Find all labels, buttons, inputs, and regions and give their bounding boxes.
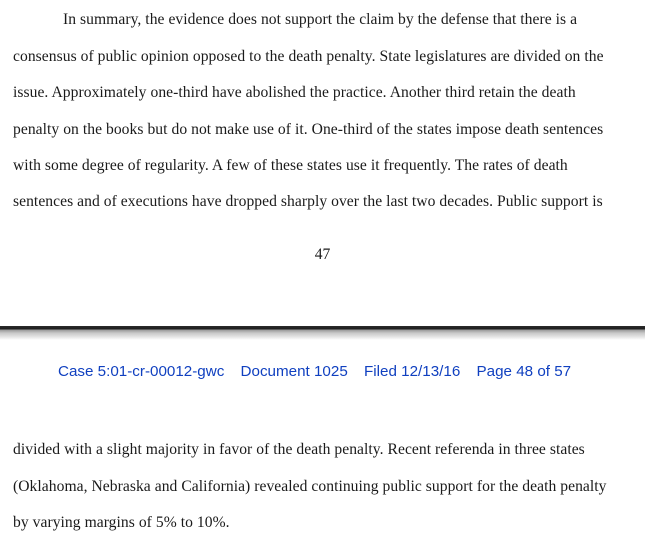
case-header [58,363,571,380]
paragraph-line: by varying margins of 5% to 10%. [13,514,230,531]
paragraph-line: with some degree of regularity. A few of these states use it frequently. The rates of death [13,157,568,174]
page-number: 47 [314,246,331,263]
page-break-divider [0,326,645,340]
paragraph-line: penalty on the books but do not make use of it. One-third of the states impose death sentences [13,121,604,138]
case-number: Case 5:01-cr-00012-gwc [58,363,225,380]
page-count: Page 48 of 57 [476,363,572,380]
paragraph-line: issue. Approximately one-third have abolished the practice. Another third retain the death [13,84,576,101]
document-number: Document 1025 [240,363,348,380]
paragraph-line: (Oklahoma, Nebraska and California) revealed continuing public support for the death penalty [13,478,607,495]
paragraph-line: consensus of public opinion opposed to the death penalty. State legislatures are divided on the [13,48,604,65]
filed-date: Filed 12/13/16 [364,363,461,380]
paragraph-line: sentences and of executions have dropped sharply over the last two decades. Public support is [13,193,603,210]
paragraph-line: In summary, the evidence does not support the claim by the defense that there is a [63,11,578,28]
paragraph-line: divided with a slight majority in favor of the death penalty. Recent referenda in three states [13,441,585,458]
